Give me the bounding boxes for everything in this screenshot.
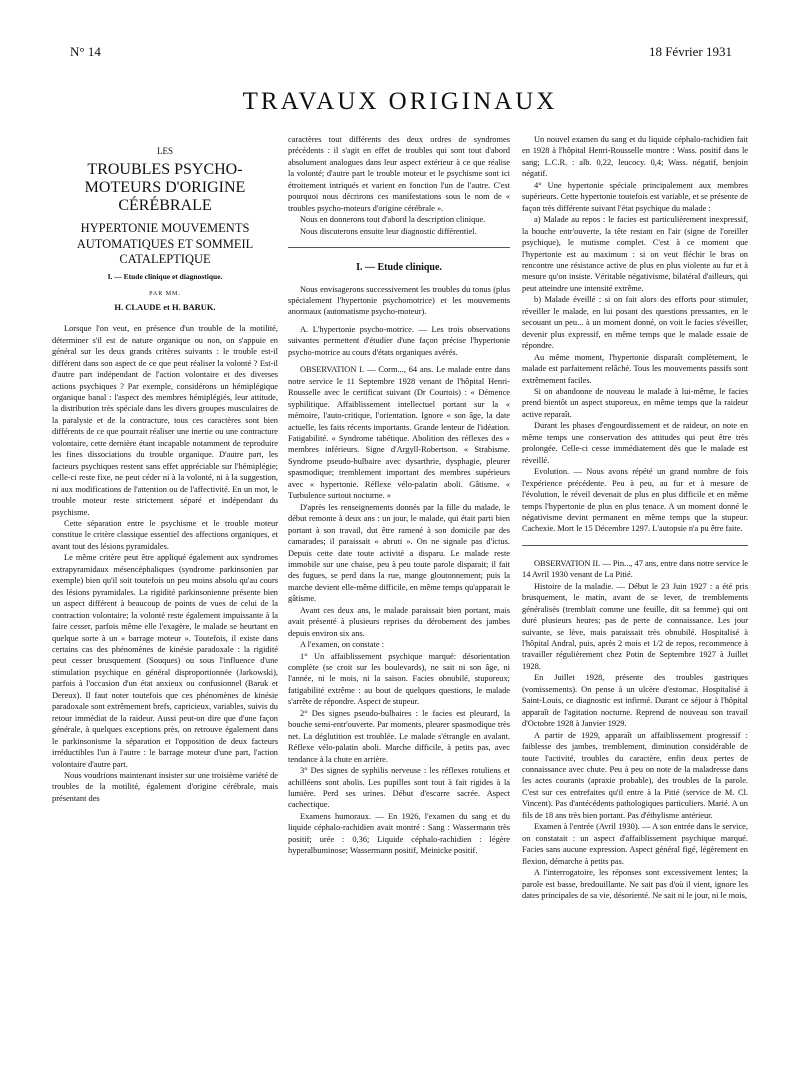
paragraph: Nous en donnerons tout d'abord la description clinique. [300, 215, 486, 225]
paragraph: a) Malade au repos : le facies est particulièrement inexpressif, la bouche entr'ouverte, la tête restant en l'air (signe de l'oreiller psychique), le mutisme complet. C'est à ce moment que l'hypertonie est au maximum : si on veut fléchir le bras on rencontre une résistance active de plus en plus violente au fur et à mesure qu'on insiste. Véritable négativisme, bilatéral d'ailleurs, qui peut atteindre une intensité extrême. [522, 215, 748, 293]
paragraph: Cette séparation entre le psychisme et le trouble moteur constitue le critère classique essentiel des affections organiques, et avant tout des lésions pyramidales. [52, 519, 278, 551]
paragraph: Nous envisagerons successivement les troubles du tonus (plus spécialement l'hypertonie psychomotrice) et les mouvements anormaux (automatisme psycho-moteur). [288, 284, 510, 317]
paragraph: 3° Des signes de syphilis nerveuse : les réflexes rotuliens et achilléens sont abolis. Les pupilles sont tout à fait rigides à la lumière. Perd ses urines. Début d'escarre sacrée. Aspect cachectique. [288, 766, 510, 810]
paragraph: Durant les phases d'engourdissement et de raideur, on note en même temps une conservation des attitudes qui peut être très prolongée. Celle-ci cesse immédiatement dès que le malade est réveillé. [522, 421, 748, 465]
divider [522, 545, 748, 546]
paragraph: A partir de 1929, apparaît un affaiblissement progressif : faiblesse des jambes, tremblement, diminution considérable de toute l'activité, troubles du caractère, enfin deux pertes de connaissance avec chute. Peu à peu on note de la maladresse dans les actes courants (apraxie probable), des troubles de la parole. C'est sur ces entrefaites qu'il entre à la Pitié (service de M. Cl. Vincent). Pas d'antécédents pathologiques particuliers. Marié. A un fils de 18 ans très bien portant. Pas d'éthylisme antérieur. [522, 730, 748, 820]
page-header [70, 44, 732, 64]
article-les: LES [156, 146, 173, 156]
paragraph: Lorsque l'on veut, en présence d'un trouble de la motilité, déterminer s'il est de nature organique ou non, on s'appuie en général sur les deux grands critères suivants : le trouble est-il différent dans son aspect de ce que peut réaliser la volonté ? Est-il d'autre part indépendant de l'action volontaire et des diverses actions psychiques ? Par exemple, considérons un hémiplégique organique banal : l'aspect des membres hémiplégiés, leur attitude, la distribution très spéciale dans les divers groupes musculaires de la paralysie et de la contracture, tous ces caractères sont bien différents de ce que pourrait réaliser une inertie ou une contracture volontaire, cette dernière étant incapable notamment de reproduire les fines dissociations du trouble organique. D'autre part, les facteurs psychiques restent sans effet appréciable sur l'hémiplégie; celle-ci reste fixe, ne peut céder ni à la volonté, ni à la suggestion, ni aux modifications de l'attention ou de l'affectivité. En un mot, le trouble moteur reste strictement séparé et indépendant du psychisme. [52, 324, 278, 517]
paragraph: A l'interrogatoire, les réponses sont excessivement lentes; la parole est basse, bredouillante. Ne sait pas d'où il vient, ignore les dates principales de sa vie, désorienté. Ne sait ni le jour, ni le mois, [522, 868, 748, 900]
page-number: N° 14 [70, 44, 101, 59]
paragraph: Examen à l'entrée (Avril 1930). — A son entrée dans le service, on constatait : un aspect d'affaiblissement psychique marqué. Facies sans aucune expression. Aspect général figé, légèrement en flexion, démarche à petits pas. [522, 822, 748, 866]
paragraph: Au même moment, l'hypertonie disparaît complètement, le malade est parfaitement relâché. Tous les mouvements passifs sont extrêmement faciles. [522, 352, 748, 385]
paragraph: A. L'hypertonie psycho-motrice. — Les trois observations suivantes permettent d'étudier d'une façon précise l'hypertonie psycho-motrice au cours d'états organiques avérés. [288, 324, 510, 357]
paragraph: Evolution. — Nous avons répété un grand nombre de fois l'expérience précédente. Peu à peu, au fur et à mesure de l'évolution, le réveil devenait de plus en plus difficile et en même temps l'hypertonie de plus en plus tenace. A un moment donné le négativisme devint permanent en même temps que la stupeur. Cachexie. Mort le 15 Décembre 1297. L'autopsie n'a pu être faite. [522, 467, 748, 534]
column-3 [522, 134, 748, 901]
divider [288, 247, 510, 248]
paragraph: 1° Un affaiblissement psychique marqué: désorientation complète (se croit sur les boulevards), ne sait ni son âge, ni l'année, ni le mois, ni la saison. Facies obnubilé, stuporeux; fatigabilité extrême : au bout de quelques questions, le malade s'arrête de répondre. Aspect de stupeur. [288, 651, 510, 707]
paragraph: Histoire de la maladie. — Début le 23 Juin 1927 : a été pris brusquement, le matin, avant de se lever, de tremblements généralisés (tremblait comme une feuille, dit sa femme) qui ont duré plusieurs heures; pas de perte de connaissance. Les jour suivante, se lève, mais paraissait très obnubilé. Hospitalisé à l'hôpital Andral, puis, après 2 mois et 1/2 de repos, recommence à travailler régulièrement chez Potin de Septembre 1927 à Juillet 1928. [522, 581, 748, 671]
paragraph: Nous discuterons ensuite leur diagnostic différentiel. [300, 226, 477, 236]
column-2 [288, 134, 510, 857]
paragraph: Nous voudrions maintenant insister sur une troisième variété de troubles de la motilité, également d'origine cérébrale, mais présentant des [52, 770, 278, 803]
observation: OBSERVATION I. — Corm..., 64 ans. Le malade entre dans notre service le 11 Septembre 1928 venant de l'hôpital Henri-Rousselle avec le certificat suivant (Dr Courtois) : « Démence syphilitique. Affaiblissement intellectuel portant sur la « mémoire, l'auto-critique, l'orientation. Ignore « son âge, la date actuelle, les faits récents importants. Grande lenteur de l'idéation. Fatigabilité. « Syndrome tabétique. Abolition des réflexes des « membres inférieurs. Signe d'Argyll-Robertson. « Strabisme. Syndrome pseudo-bulbaire avec dysarthrie, dysphagie, pleurer spasmodique; tremblement important des membres supérieurs avec « hypertonie. Réflexe vélo-palatin aboli. Gâtisme. « Turbulence surtout nocturne. » [288, 365, 510, 501]
paragraph: En Juillet 1928, présente des troubles gastriques (vomissements). On pense à un ulcère d'estomac. Hospitalisé à Saint-Louis, ce diagnostic est infirmé. Durant ce séjour à l'hôpital apparaît de l'agitation nocturne. Reprend de nouveau son travail d'Octobre 1928 à Janvier 1929. [522, 673, 748, 729]
paragraph: Si on abandonne de nouveau le malade à lui-même, le facies prend bientôt un aspect stuporeux, en même temps que la raideur active reparaît. [522, 386, 748, 419]
issue-date: 18 Février 1931 [648, 44, 732, 59]
column-1 [52, 134, 278, 804]
paragraph: b) Malade éveillé : si on fait alors des efforts pour stimuler, réveiller le malade, en lui posant des questions pressantes, en le secouant un peu... à un moment donné, on voit le facies s'éveiller, devenir plus expressif, en même temps que le malade essaie de répondre. [522, 295, 748, 351]
paragraph: Le même critère peut être appliqué également aux syndromes extrapyramidaux mésencéphaliques (syndrome parkinsonien par exemple) bien qu'il soit toutefois un peu moins absolu qu'au cours des lésions pyramidales. La rigidité parkinsonienne présente bien un aspect différent à beaucoup de points de vues de celui de la contraction volontaire; la volonté reste également impuissante à la faire cesser, parfois même elle l'exagère, le malade se heurtant en quelque sorte à un « barrage moteur ». Toutefois, il existe dans certains cas des phénomènes de kinésie paradoxale : la rigidité peut cesser brusquement (Souques) ou sous l'influence d'une stimulation psychique en général disproportionnée (Jarkowski), parfois à l'occasion d'un état anxieux ou confusionnel (Baruk et Dereux). Il faut noter toutefois que ces phénomènes de kinésie paradoxale sont extrêmement brefs, capricieux, variables, suivis du retour immédiat de la raideur. Aussi peut-on dire que d'une façon générale, à quelques exceptions près, on retrouve également dans le parkinsonisme la séparation et l'opposition de deux facteurs irréductibles l'un à l'autre : le barrage moteur d'une part, l'action volontaire d'autre part. [52, 553, 278, 769]
article-title-2: HYPERTONIE MOUVEMENTS AUTOMATIQUES ET SOMMEIL CATALEPTIQUE [76, 221, 254, 267]
paragraph: Examens humoraux. — En 1926, l'examen du sang et du liquide céphalo-rachidien avait montré : Sang : Wassermann très positif; urée : 0,36; Liquide céphalo-rachidien : légère hyperalbuminose; Wassermann positif, Meinicke positif. [288, 811, 510, 856]
paragraph: Avant ces deux ans, le malade paraissait bien portant, mais avait présenté à plusieurs reprises du dérobement des jambes depuis environ six ans. [288, 605, 510, 638]
paragraph: 4° Une hypertonie spéciale principalement aux membres supérieurs. Cette hypertonie toutefois est variable, et se présente de façon très différente suivant l'état psychique du malade : [522, 180, 748, 213]
article-par: PAR MM. [149, 291, 181, 298]
article-authors: H. CLAUDE et H. BARUK. [114, 301, 216, 312]
paragraph: D'après les renseignements donnés par la fille du malade, le début remonte à deux ans : un jour, le malade, qui était parti bien portant à son travail, dut être ramené à son domicile par des camarades; il paraissait « abruti ». On ne signale pas d'ictus. Depuis cette date toute activité a disparu. Le malade reste immobile sur une chaise, peu à peu toute parole disparait; il fait des fugues, se perd dans la rue, mange gloutonnement; puis la marche devient elle-même difficile, en même temps qu'apparait le gâtisme. [288, 502, 510, 604]
paragraph: A l'examen, on constate : [300, 640, 385, 650]
paragraph: 2° Des signes pseudo-bulbaires : le facies est pleurard, la bouche semi-entr'ouverte. Par moments, pleurer spasmodique très net. La déglutition est troublée. Le malade s'étrangle en avalant. Réflexe vélo-palatin aboli. Marche difficile, à petits pas, avec tendance à la chute en arrière. [288, 708, 510, 764]
section-title: TRAVAUX ORIGINAUX [242, 88, 558, 115]
article-title: TROUBLES PSYCHO-MOTEURS D'ORIGINE CÉRÉBRALE [84, 161, 246, 215]
article-subtitle: I. — Etude clinique et diagnostique. [107, 271, 223, 281]
section-heading: I. — Etude clinique. [356, 262, 442, 274]
observation: OBSERVATION II. — Pin..., 47 ans, entre dans notre service le 14 Avril 1930 venant de La Pitié. [522, 558, 748, 580]
paragraph: Un nouvel examen du sang et du liquide céphalo-rachidien fait en 1928 à l'hôpital Henri-Rousselle montre : Wass. positif dans le sang; L.C.R. : alb. 0,22, leucocy. 0,4; Wass. négatif, benjoin négatif. [522, 135, 748, 179]
paragraph: caractères tout différents des deux ordres de syndromes précédents : il s'agit en effet de troubles qui sont tout d'abord absolument analogues dans leur aspect extérieur à ce que réalise la volonté; d'autre part le trouble moteur et le psychisme sont ici étroitement intriqués et varient en fonction l'un de l'autre. C'est pourquoi nous décrirons ces manifestations sous le nom de « troubles psycho-moteurs d'origine cérébrale ». [288, 135, 510, 213]
